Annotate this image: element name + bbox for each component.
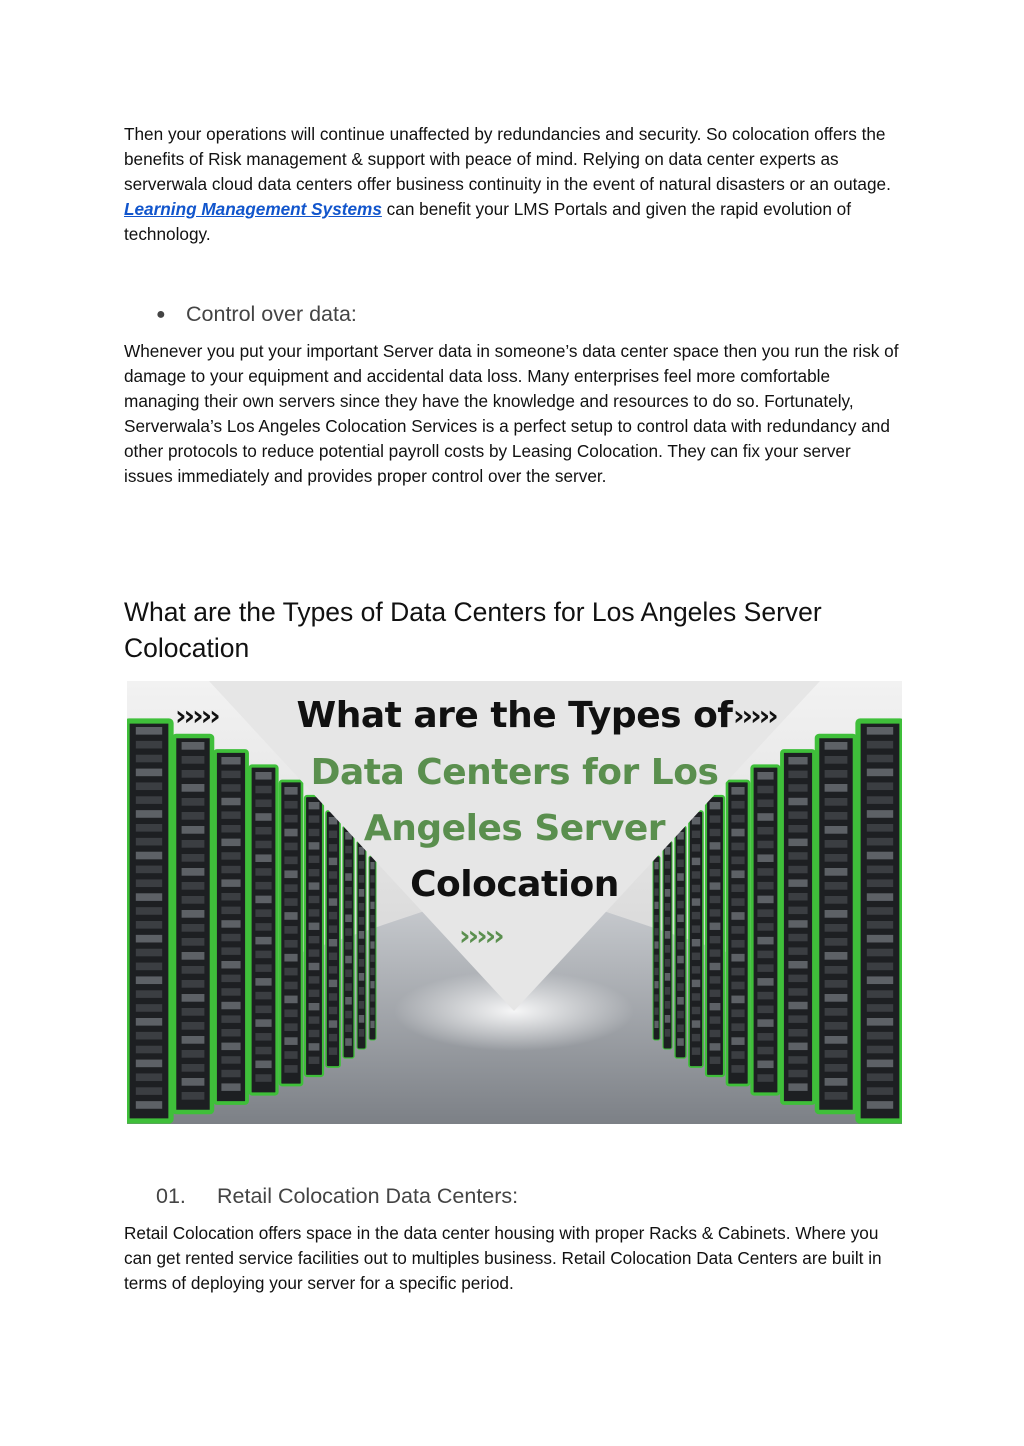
bullet-icon: ● xyxy=(156,305,166,323)
chevrons-bottom-icon: ››››› xyxy=(459,919,502,952)
paragraph-text: can benefit your LMS Portals and given the rapid evolution of technology. xyxy=(124,199,852,244)
paragraph-business-continuity xyxy=(124,122,904,247)
section-heading: What are the Types of Data Centers for Los Angeles Server Colocation xyxy=(124,597,822,663)
bullet-label: Control over data: xyxy=(186,302,357,326)
paragraph-retail-colocation: Retail Colocation offers space in the data center housing with proper Racks & Cabinets. Where you can get rented service facilities out to multiples business. Retail Colocation Data Centers are built in terms of deploying your server for a specific period. xyxy=(124,1223,882,1293)
server-rack xyxy=(782,751,814,1103)
chevrons-left-icon: ››››› xyxy=(175,699,218,732)
chevrons-right-icon: ››››› xyxy=(733,699,776,732)
server-rack xyxy=(689,811,703,1067)
server-rack xyxy=(675,826,686,1058)
paragraph-text: Then your operations will continue unaffected by redundancies and security. So colocation offers the benefits of Risk management & support with peace of mind. Relying on data center experts as serverwala cloud data centers offer business continuity in the event of natural disasters or an outage. xyxy=(124,124,891,194)
banner-title-line-1: What are the Types of xyxy=(296,695,733,736)
paragraph-control-over-data: Whenever you put your important Server data in someone’s data center space then you run the risk of damage to your equipment and accidental data loss. Many enterprises feel more comfortable managing their own servers since they have the knowledge and resources to do so. Fortunately, Serverwala’s Los Angeles Colocation Services is a perfect setup to control data with redundancy and other protocols to reduce potential payroll costs by Leasing Colocation. They can fix your server issues immediately and provides proper control over the server. xyxy=(124,341,899,486)
data-center-banner-image xyxy=(127,681,902,1124)
item-label: Retail Colocation Data Centers: xyxy=(217,1184,519,1208)
item-number: 01. xyxy=(156,1184,186,1208)
bullet-item-control-over-data xyxy=(156,302,357,327)
banner-title-line-4: Colocation xyxy=(410,864,619,905)
learning-management-systems-link[interactable]: Learning Management Systems xyxy=(124,199,382,219)
server-rack xyxy=(215,751,247,1103)
numbered-item-retail-colocation xyxy=(156,1184,518,1209)
server-rack xyxy=(343,826,354,1058)
banner-title-line-2: Data Centers for Los xyxy=(310,752,719,793)
banner-title-line-3: Angeles Server xyxy=(363,808,666,849)
server-rack xyxy=(326,811,340,1067)
